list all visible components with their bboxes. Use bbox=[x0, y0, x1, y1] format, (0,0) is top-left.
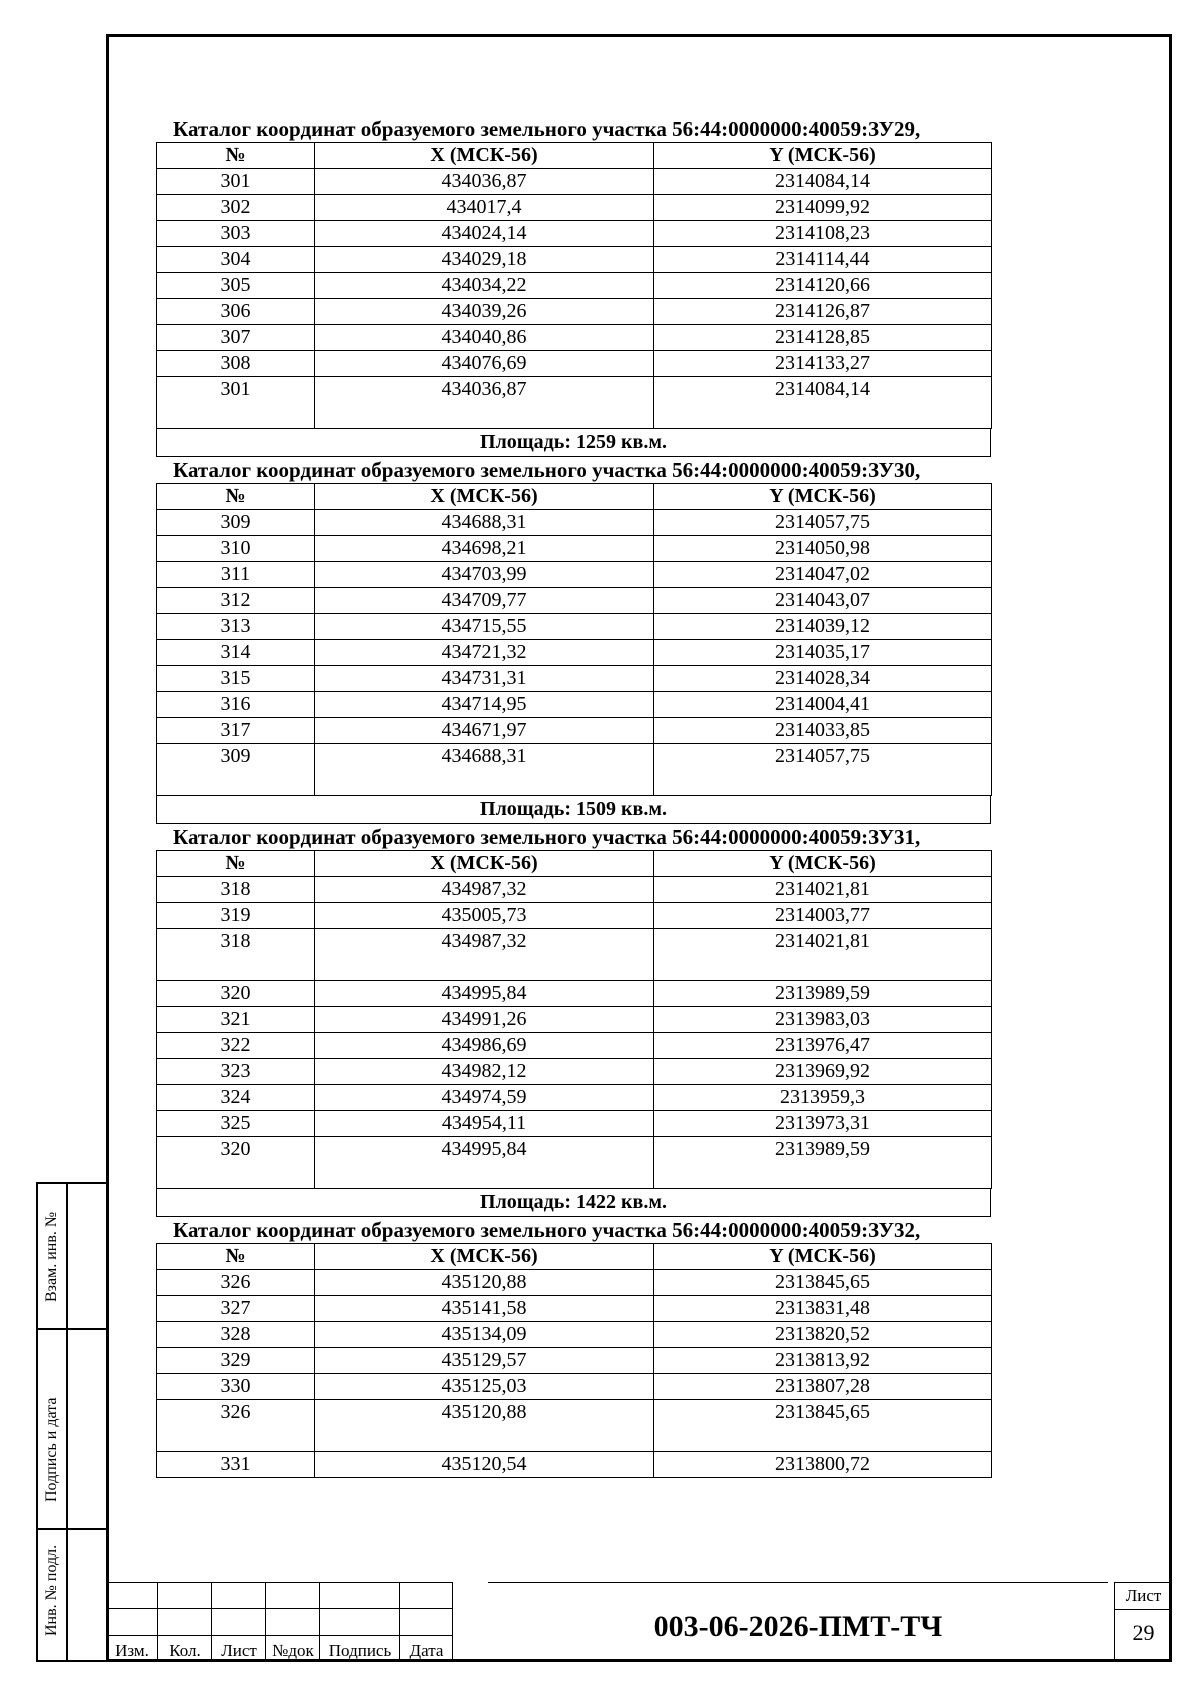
catalog-title: Каталог координат образуемого земельного участка 56:44:0000000:40059:ЗУ30, bbox=[173, 458, 921, 482]
x-coordinate: 434034,22 bbox=[315, 273, 654, 299]
point-number: 319 bbox=[157, 903, 315, 929]
y-coordinate: 2314084,14 bbox=[654, 169, 992, 195]
x-coordinate: 434036,87 bbox=[315, 169, 654, 195]
stamp-cell bbox=[212, 1608, 266, 1635]
x-coordinate: 434991,26 bbox=[315, 1007, 654, 1033]
table-row bbox=[157, 1270, 992, 1296]
point-number: 303 bbox=[157, 221, 315, 247]
sheet-label: Лист bbox=[1115, 1583, 1172, 1610]
table-row bbox=[157, 929, 992, 981]
stamp-cell bbox=[266, 1582, 320, 1608]
side-label-inv-podl: Инв. № подл. bbox=[43, 1544, 60, 1636]
stamp-cell bbox=[266, 1608, 320, 1635]
header-y: Y (МСК-56) bbox=[654, 143, 992, 169]
x-coordinate: 434703,99 bbox=[315, 562, 654, 588]
document-code: 003-06-2026-ПМТ-ТЧ bbox=[488, 1582, 1108, 1662]
point-number: 304 bbox=[157, 247, 315, 273]
x-coordinate: 434709,77 bbox=[315, 588, 654, 614]
area-total: Площадь: 1422 кв.м. bbox=[156, 1189, 991, 1217]
side-cell-vzam bbox=[38, 1184, 106, 1330]
stamp-label: Кол. bbox=[169, 1641, 201, 1660]
catalog-section bbox=[156, 457, 991, 824]
stamp-grid bbox=[106, 1582, 488, 1662]
point-number: 331 bbox=[157, 1452, 315, 1478]
y-coordinate: 2313845,65 bbox=[654, 1400, 992, 1452]
y-coordinate: 2314084,14 bbox=[654, 377, 992, 429]
point-number: 323 bbox=[157, 1059, 315, 1085]
stamp-cell bbox=[158, 1608, 212, 1635]
x-coordinate: 434029,18 bbox=[315, 247, 654, 273]
table-row bbox=[157, 1348, 992, 1374]
point-number: 327 bbox=[157, 1296, 315, 1322]
point-number: 326 bbox=[157, 1400, 315, 1452]
x-coordinate: 434987,32 bbox=[315, 877, 654, 903]
table-row bbox=[157, 1137, 992, 1189]
table-row bbox=[157, 744, 992, 796]
point-number: 322 bbox=[157, 1033, 315, 1059]
table-row bbox=[157, 614, 992, 640]
header-x: X (МСК-56) bbox=[315, 1244, 654, 1270]
x-coordinate: 434688,31 bbox=[315, 744, 654, 796]
point-number: 316 bbox=[157, 692, 315, 718]
point-number: 315 bbox=[157, 666, 315, 692]
point-number: 301 bbox=[157, 169, 315, 195]
stamp-label: Изм. bbox=[115, 1641, 149, 1660]
point-number: 320 bbox=[157, 981, 315, 1007]
point-number: 302 bbox=[157, 195, 315, 221]
table-row bbox=[157, 1085, 992, 1111]
header-y: Y (МСК-56) bbox=[654, 484, 992, 510]
x-coordinate: 434017,4 bbox=[315, 195, 654, 221]
table-row bbox=[157, 1059, 992, 1085]
y-coordinate: 2314057,75 bbox=[654, 510, 992, 536]
header-num: № bbox=[157, 1244, 315, 1270]
y-coordinate: 2314108,23 bbox=[654, 221, 992, 247]
table-row bbox=[157, 1374, 992, 1400]
catalog-section bbox=[156, 1217, 991, 1478]
y-coordinate: 2313959,3 bbox=[654, 1085, 992, 1111]
x-coordinate: 434715,55 bbox=[315, 614, 654, 640]
table-row bbox=[157, 299, 992, 325]
y-coordinate: 2313969,92 bbox=[654, 1059, 992, 1085]
table-row bbox=[157, 1322, 992, 1348]
header-y: Y (МСК-56) bbox=[654, 1244, 992, 1270]
x-coordinate: 435129,57 bbox=[315, 1348, 654, 1374]
y-coordinate: 2314126,87 bbox=[654, 299, 992, 325]
y-coordinate: 2314033,85 bbox=[654, 718, 992, 744]
catalog-section bbox=[156, 824, 991, 1217]
y-coordinate: 2313800,72 bbox=[654, 1452, 992, 1478]
y-coordinate: 2313989,59 bbox=[654, 981, 992, 1007]
y-coordinate: 2314003,77 bbox=[654, 903, 992, 929]
x-coordinate: 434698,21 bbox=[315, 536, 654, 562]
y-coordinate: 2314035,17 bbox=[654, 640, 992, 666]
header-num: № bbox=[157, 143, 315, 169]
table-row bbox=[157, 718, 992, 744]
y-coordinate: 2314133,27 bbox=[654, 351, 992, 377]
point-number: 301 bbox=[157, 377, 315, 429]
y-coordinate: 2313976,47 bbox=[654, 1033, 992, 1059]
stamp-cell bbox=[106, 1582, 158, 1608]
y-coordinate: 2313845,65 bbox=[654, 1270, 992, 1296]
y-coordinate: 2313989,59 bbox=[654, 1137, 992, 1189]
point-number: 308 bbox=[157, 351, 315, 377]
point-number: 307 bbox=[157, 325, 315, 351]
stamp-label: Подпись bbox=[328, 1641, 392, 1660]
stamp-cell bbox=[400, 1608, 453, 1635]
point-number: 314 bbox=[157, 640, 315, 666]
sheet-box bbox=[1114, 1582, 1172, 1662]
header-num: № bbox=[157, 851, 315, 877]
coordinates-table bbox=[156, 483, 992, 796]
y-coordinate: 2313807,28 bbox=[654, 1374, 992, 1400]
y-coordinate: 2314114,44 bbox=[654, 247, 992, 273]
table-row bbox=[157, 1296, 992, 1322]
y-coordinate: 2314028,34 bbox=[654, 666, 992, 692]
side-cell-inv-podl bbox=[38, 1530, 106, 1662]
table-row bbox=[157, 536, 992, 562]
header-num: № bbox=[157, 484, 315, 510]
coordinates-table bbox=[156, 1243, 992, 1478]
x-coordinate: 435120,54 bbox=[315, 1452, 654, 1478]
x-coordinate: 434721,32 bbox=[315, 640, 654, 666]
y-coordinate: 2314128,85 bbox=[654, 325, 992, 351]
title-block bbox=[106, 1582, 1172, 1662]
stamp-cell bbox=[320, 1608, 400, 1635]
table-row bbox=[157, 169, 992, 195]
point-number: 313 bbox=[157, 614, 315, 640]
table-row bbox=[157, 195, 992, 221]
stamp-cell bbox=[212, 1582, 266, 1608]
y-coordinate: 2314004,41 bbox=[654, 692, 992, 718]
x-coordinate: 434731,31 bbox=[315, 666, 654, 692]
point-number: 329 bbox=[157, 1348, 315, 1374]
coordinates-table bbox=[156, 850, 992, 1189]
x-coordinate: 435005,73 bbox=[315, 903, 654, 929]
y-coordinate: 2314099,92 bbox=[654, 195, 992, 221]
x-coordinate: 435141,58 bbox=[315, 1296, 654, 1322]
point-number: 311 bbox=[157, 562, 315, 588]
x-coordinate: 435120,88 bbox=[315, 1270, 654, 1296]
header-x: X (МСК-56) bbox=[315, 484, 654, 510]
table-row bbox=[157, 588, 992, 614]
table-row bbox=[157, 1033, 992, 1059]
point-number: 306 bbox=[157, 299, 315, 325]
table-row bbox=[157, 273, 992, 299]
stamp-cell bbox=[400, 1582, 453, 1608]
point-number: 312 bbox=[157, 588, 315, 614]
y-coordinate: 2314057,75 bbox=[654, 744, 992, 796]
binding-strip bbox=[36, 1182, 106, 1662]
x-coordinate: 434076,69 bbox=[315, 351, 654, 377]
y-coordinate: 2314043,07 bbox=[654, 588, 992, 614]
side-label-podpis-data: Подпись и дата bbox=[43, 1397, 60, 1502]
table-row bbox=[157, 1111, 992, 1137]
stamp-cell bbox=[106, 1608, 158, 1635]
x-coordinate: 434995,84 bbox=[315, 981, 654, 1007]
x-coordinate: 434671,97 bbox=[315, 718, 654, 744]
y-coordinate: 2314050,98 bbox=[654, 536, 992, 562]
coordinates-table bbox=[156, 142, 992, 429]
table-row bbox=[157, 377, 992, 429]
point-number: 310 bbox=[157, 536, 315, 562]
x-coordinate: 434040,86 bbox=[315, 325, 654, 351]
catalog-title: Каталог координат образуемого земельного участка 56:44:0000000:40059:ЗУ32, bbox=[173, 1218, 921, 1242]
area-total: Площадь: 1509 кв.м. bbox=[156, 796, 991, 824]
stamp-label: Дата bbox=[409, 1641, 444, 1660]
point-number: 305 bbox=[157, 273, 315, 299]
point-number: 325 bbox=[157, 1111, 315, 1137]
table-row bbox=[157, 640, 992, 666]
table-row bbox=[157, 877, 992, 903]
table-row bbox=[157, 666, 992, 692]
x-coordinate: 434036,87 bbox=[315, 377, 654, 429]
table-row bbox=[157, 562, 992, 588]
y-coordinate: 2313813,92 bbox=[654, 1348, 992, 1374]
x-coordinate: 434995,84 bbox=[315, 1137, 654, 1189]
side-label-vzam-inv: Взам. инв. № bbox=[43, 1211, 60, 1302]
x-coordinate: 434714,95 bbox=[315, 692, 654, 718]
table-row bbox=[157, 981, 992, 1007]
x-coordinate: 434982,12 bbox=[315, 1059, 654, 1085]
stamp-cell bbox=[320, 1582, 400, 1608]
x-coordinate: 434688,31 bbox=[315, 510, 654, 536]
y-coordinate: 2313831,48 bbox=[654, 1296, 992, 1322]
point-number: 320 bbox=[157, 1137, 315, 1189]
stamp-label: Лист bbox=[221, 1641, 257, 1660]
table-row bbox=[157, 1007, 992, 1033]
catalog-section bbox=[156, 116, 991, 457]
point-number: 318 bbox=[157, 877, 315, 903]
stamp-cell bbox=[158, 1582, 212, 1608]
catalog-title: Каталог координат образуемого земельного участка 56:44:0000000:40059:ЗУ31, bbox=[173, 825, 921, 849]
x-coordinate: 434039,26 bbox=[315, 299, 654, 325]
table-row bbox=[157, 221, 992, 247]
sheet-number: 29 bbox=[1132, 1620, 1155, 1645]
header-x: X (МСК-56) bbox=[315, 851, 654, 877]
stamp-label: №док bbox=[272, 1641, 314, 1660]
y-coordinate: 2314039,12 bbox=[654, 614, 992, 640]
point-number: 326 bbox=[157, 1270, 315, 1296]
point-number: 324 bbox=[157, 1085, 315, 1111]
y-coordinate: 2314021,81 bbox=[654, 877, 992, 903]
table-row bbox=[157, 1400, 992, 1452]
table-row bbox=[157, 1452, 992, 1478]
area-total: Площадь: 1259 кв.м. bbox=[156, 429, 991, 457]
point-number: 318 bbox=[157, 929, 315, 981]
x-coordinate: 434987,32 bbox=[315, 929, 654, 981]
x-coordinate: 434974,59 bbox=[315, 1085, 654, 1111]
x-coordinate: 434986,69 bbox=[315, 1033, 654, 1059]
point-number: 317 bbox=[157, 718, 315, 744]
table-row bbox=[157, 903, 992, 929]
table-row bbox=[157, 351, 992, 377]
point-number: 309 bbox=[157, 744, 315, 796]
catalog-content bbox=[156, 116, 991, 1478]
x-coordinate: 435125,03 bbox=[315, 1374, 654, 1400]
x-coordinate: 435134,09 bbox=[315, 1322, 654, 1348]
x-coordinate: 434954,11 bbox=[315, 1111, 654, 1137]
side-cell-podpis bbox=[38, 1330, 106, 1530]
y-coordinate: 2314047,02 bbox=[654, 562, 992, 588]
y-coordinate: 2313820,52 bbox=[654, 1322, 992, 1348]
catalog-title: Каталог координат образуемого земельного участка 56:44:0000000:40059:ЗУ29, bbox=[173, 117, 921, 141]
table-row bbox=[157, 325, 992, 351]
x-coordinate: 435120,88 bbox=[315, 1400, 654, 1452]
header-y: Y (МСК-56) bbox=[654, 851, 992, 877]
table-row bbox=[157, 510, 992, 536]
y-coordinate: 2313983,03 bbox=[654, 1007, 992, 1033]
point-number: 321 bbox=[157, 1007, 315, 1033]
y-coordinate: 2313973,31 bbox=[654, 1111, 992, 1137]
point-number: 309 bbox=[157, 510, 315, 536]
point-number: 330 bbox=[157, 1374, 315, 1400]
table-row bbox=[157, 692, 992, 718]
y-coordinate: 2314120,66 bbox=[654, 273, 992, 299]
header-x: X (МСК-56) bbox=[315, 143, 654, 169]
x-coordinate: 434024,14 bbox=[315, 221, 654, 247]
point-number: 328 bbox=[157, 1322, 315, 1348]
table-row bbox=[157, 247, 992, 273]
y-coordinate: 2314021,81 bbox=[654, 929, 992, 981]
